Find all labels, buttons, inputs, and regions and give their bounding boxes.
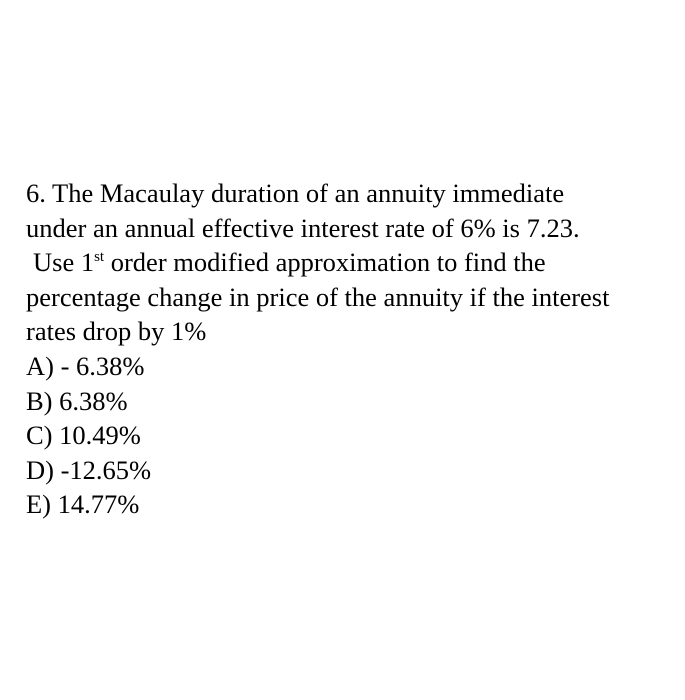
question-line-3-prefix: Use 1 [33,247,95,278]
ordinal-superscript: st [94,249,105,266]
question-line-3-suffix: order modified approximation to find the [104,247,546,278]
question-block [26,176,681,522]
option-b: B) 6.38% [26,385,128,416]
option-c: C) 10.49% [26,420,141,451]
option-a: A) - 6.38% [26,350,145,381]
option-e: E) 14.77% [26,489,140,520]
answer-options [26,349,681,522]
question-line-3 [26,245,681,280]
question-line-5: rates drop by 1% [26,316,207,347]
question-line-4: percentage change in price of the annuity if the interest [26,281,610,312]
option-d: D) -12.65% [26,454,152,485]
question-line-2: under an annual effective interest rate of 6% is 7.23. [26,212,580,243]
question-line-1: 6. The Macaulay duration of an annuity immediate [26,178,565,208]
